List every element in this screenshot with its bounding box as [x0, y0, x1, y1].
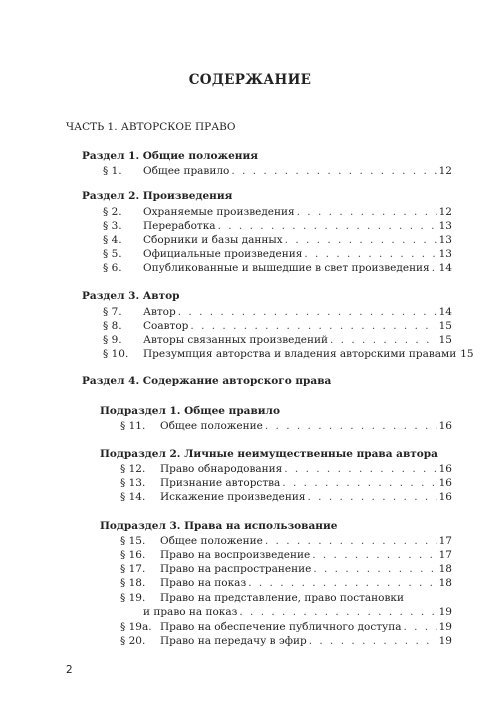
- entry-page: 16: [438, 463, 452, 475]
- entry-number: § 5.: [103, 248, 122, 260]
- toc-entry[interactable]: [103, 164, 452, 178]
- entry-title: Право на обеспечение публичного доступа: [160, 621, 402, 633]
- entry-title: Сборники и базы данных: [143, 234, 283, 246]
- toc-entry[interactable]: [120, 548, 452, 562]
- toc-entry[interactable]: [120, 534, 452, 548]
- entry-title: Право на распространение: [160, 563, 312, 575]
- entry-title: Право на воспроизведение: [160, 549, 311, 561]
- dot-leader: [432, 261, 437, 275]
- entry-title: Переработка: [143, 220, 216, 232]
- toc-entry[interactable]: [103, 205, 452, 219]
- toc-entry[interactable]: [120, 419, 452, 433]
- toc-entry[interactable]: [103, 333, 452, 347]
- entry-page: 14: [438, 306, 452, 318]
- entry-title: Автор: [143, 306, 176, 318]
- entry-title: Общее положение: [160, 420, 263, 432]
- entry-number: § 13.: [120, 477, 146, 489]
- dot-leader: [265, 534, 437, 548]
- entry-number: § 16.: [120, 549, 146, 561]
- entry-number: § 4.: [103, 234, 122, 246]
- section-heading-3: Раздел 3. Автор: [82, 290, 180, 302]
- entry-number: § 11.: [120, 420, 146, 432]
- subsection-heading-2: Подраздел 2. Личные неимущественные права автора: [100, 448, 438, 460]
- page-number: 2: [66, 664, 73, 676]
- entry-title: Общее правило: [143, 165, 230, 177]
- toc-entry[interactable]: [103, 305, 452, 319]
- entry-page: 13: [438, 234, 452, 246]
- entry-title: Право обнародования: [160, 463, 283, 475]
- entry-title-continuation: и право на показ: [143, 606, 238, 618]
- dot-leader: [178, 305, 437, 319]
- entry-page: 13: [438, 220, 452, 232]
- entry-page: 15: [438, 334, 452, 346]
- entry-title: Право на показ: [160, 577, 247, 589]
- dot-leader: [304, 247, 436, 261]
- dot-leader: [313, 562, 436, 576]
- entry-page: 17: [438, 535, 452, 547]
- dot-leader: [284, 462, 436, 476]
- entry-page: 19: [438, 606, 452, 618]
- entry-page: 19: [438, 621, 452, 633]
- entry-title: Право на представление, право постановки: [160, 592, 404, 604]
- dot-leader: [239, 605, 436, 619]
- dot-leader: [312, 548, 436, 562]
- entry-number: § 14.: [120, 491, 146, 503]
- entry-number: § 1.: [103, 165, 122, 177]
- dot-leader: [330, 333, 437, 347]
- toc-entry[interactable]: [120, 490, 452, 504]
- entry-page: 16: [438, 491, 452, 503]
- entry-number: § 15.: [120, 535, 146, 547]
- toc-entry[interactable]: [120, 591, 452, 605]
- part-heading: ЧАСТЬ 1. АВТОРСКОЕ ПРАВО: [66, 121, 236, 133]
- entry-number: § 17.: [120, 563, 146, 575]
- entry-title: Общее положение: [160, 535, 263, 547]
- entry-page: 12: [438, 206, 452, 218]
- toc-entry[interactable]: [120, 620, 452, 634]
- entry-page: 13: [438, 248, 452, 260]
- toc-entry[interactable]: [103, 247, 452, 261]
- dot-leader: [285, 233, 437, 247]
- dot-leader: [403, 620, 436, 634]
- entry-title: Презумпция авторства и владения авторскими правами: [143, 348, 457, 360]
- entry-number: § 19а.: [120, 621, 152, 633]
- entry-number: § 8.: [103, 320, 122, 332]
- toc-title: СОДЕРЖАНИЕ: [188, 72, 312, 88]
- entry-number: § 9.: [103, 334, 122, 346]
- dot-leader: [190, 319, 436, 333]
- entry-page: 17: [438, 549, 452, 561]
- toc-entry[interactable]: [103, 319, 452, 333]
- entry-title: Опубликованные и вышедшие в свет произведения: [143, 262, 430, 274]
- entry-title: Право на передачу в эфир: [160, 635, 307, 647]
- entry-number: § 18.: [120, 577, 146, 589]
- toc-entry[interactable]: [103, 219, 452, 233]
- dot-leader: [309, 634, 437, 648]
- toc-entry-continuation[interactable]: [143, 605, 452, 619]
- dot-leader: [231, 164, 436, 178]
- entry-number: § 6.: [103, 262, 122, 274]
- subsection-heading-3: Подраздел 3. Права на использование: [100, 520, 338, 532]
- entry-title: Авторы связанных произведений: [143, 334, 328, 346]
- entry-number: § 12.: [120, 463, 146, 475]
- subsection-heading-1: Подраздел 1. Общее правило: [100, 405, 280, 417]
- toc-entry[interactable]: [120, 634, 452, 648]
- entry-page: 19: [438, 635, 452, 647]
- entry-number: § 2.: [103, 206, 122, 218]
- entry-number: § 20.: [120, 635, 146, 647]
- entry-number: § 3.: [103, 220, 122, 232]
- toc-entry[interactable]: [120, 562, 452, 576]
- entry-title: Соавтор: [143, 320, 189, 332]
- section-heading-2: Раздел 2. Произведения: [82, 190, 233, 202]
- dot-leader: [218, 219, 437, 233]
- dot-leader: [248, 576, 436, 590]
- toc-entry[interactable]: [103, 233, 452, 247]
- entry-page: 18: [438, 577, 452, 589]
- section-heading-1: Раздел 1. Общие положения: [82, 150, 258, 162]
- toc-entry[interactable]: [103, 261, 452, 275]
- dot-leader: [307, 490, 436, 504]
- entry-number: § 10.: [103, 348, 129, 360]
- entry-title: Признание авторства: [160, 477, 281, 489]
- entry-number: § 7.: [103, 306, 122, 318]
- entry-page: 15: [460, 348, 474, 360]
- entry-title: Искажение произведения: [160, 491, 306, 503]
- entry-page: 12: [438, 165, 452, 177]
- dot-leader: [282, 476, 436, 490]
- entry-page: 14: [438, 262, 452, 274]
- section-heading-4: Раздел 4. Содержание авторского права: [82, 375, 332, 387]
- entry-page: 16: [438, 420, 452, 432]
- entry-number: § 19.: [120, 592, 146, 604]
- entry-page: 15: [438, 320, 452, 332]
- toc-entry[interactable]: [103, 347, 474, 361]
- dot-leader: [297, 205, 437, 219]
- dot-leader: [265, 419, 437, 433]
- entry-page: 18: [438, 563, 452, 575]
- toc-entry[interactable]: [120, 476, 452, 490]
- entry-page: 16: [438, 477, 452, 489]
- entry-title: Официальные произведения: [143, 248, 303, 260]
- entry-title: Охраняемые произведения: [143, 206, 295, 218]
- toc-entry[interactable]: [120, 576, 452, 590]
- toc-entry[interactable]: [120, 462, 452, 476]
